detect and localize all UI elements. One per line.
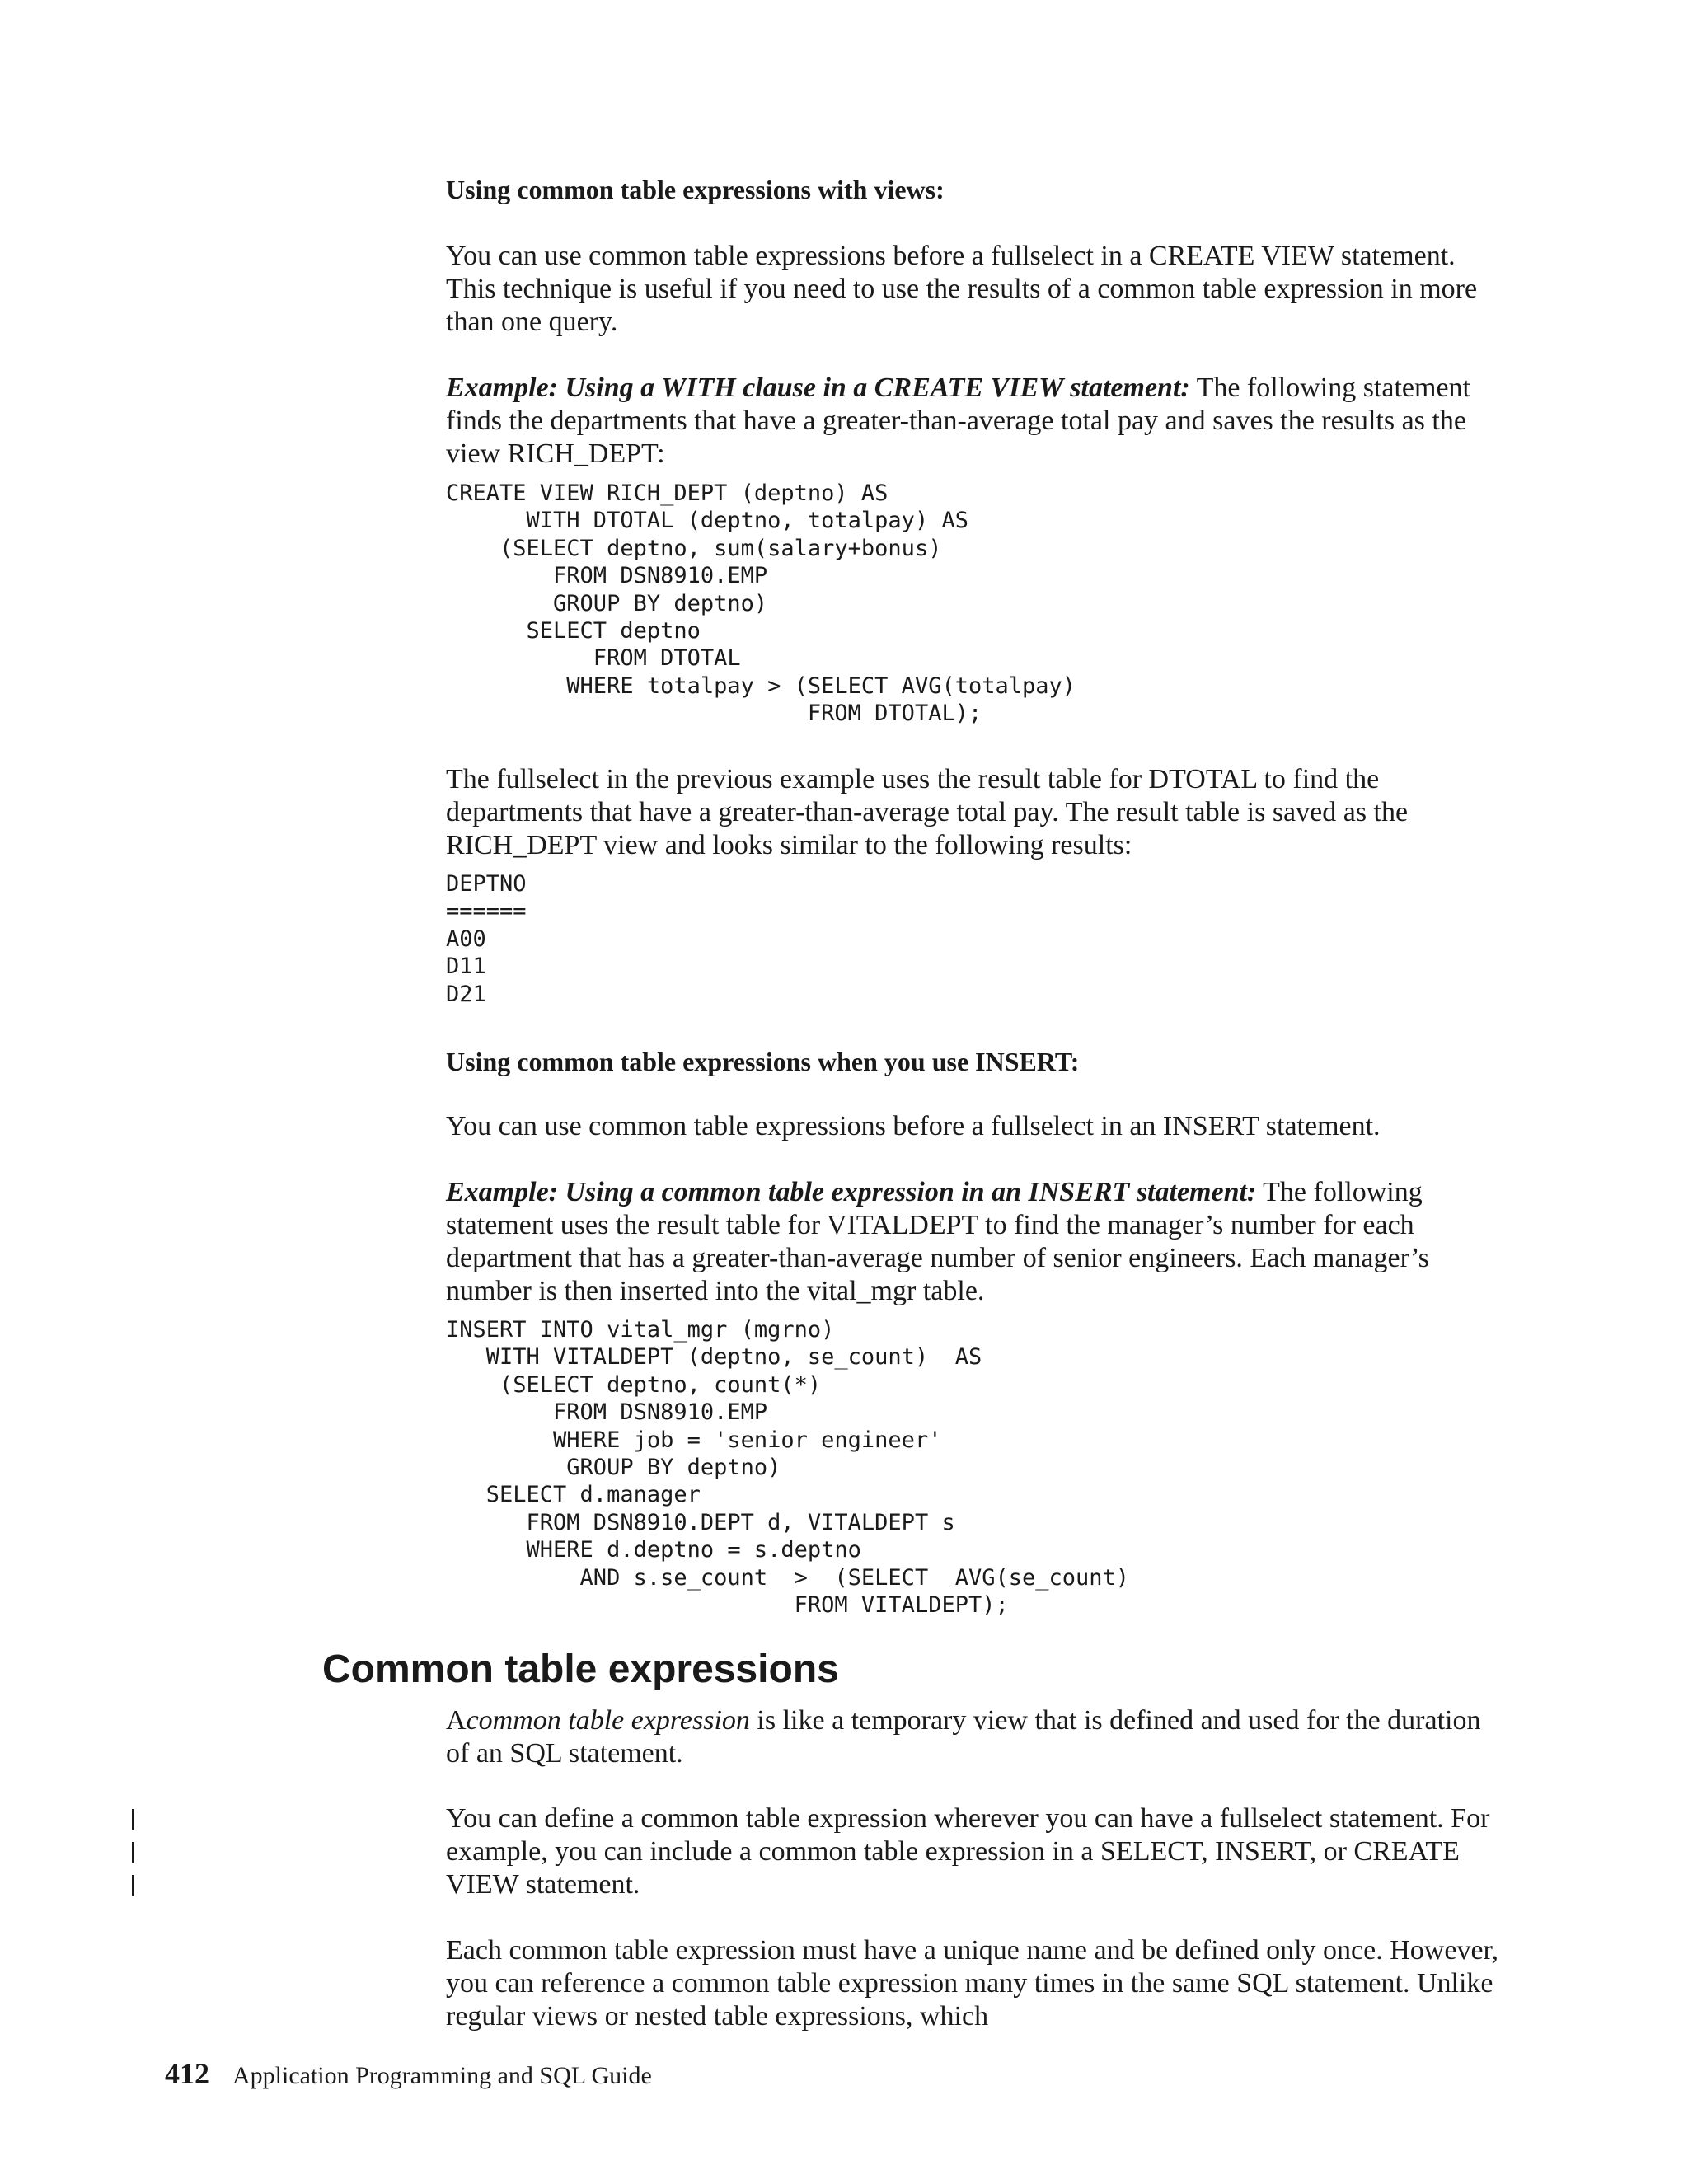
section-title-cte: Common table expressions [322,1647,839,1691]
definition-text: is like a temporary view that is defined and used for the duration of an SQL statement. [446,1705,1481,1769]
example-text: The following statement uses the result table for VITALDEPT to find the manager’s number for each department that has a greater-than-average number of senior engineers. Each manager’s number is then inserted into the vital_mgr table. [446,1177,1429,1306]
change-bar [132,1875,134,1896]
example-text: The following statement finds the departments that have a greater-than-average total pay and saves the results as the view RICH_DEPT: [446,373,1470,469]
example-lead: Example: Using a common table expression in an INSERT statement: [446,1177,1257,1207]
paragraph-cte-naming: Each common table expression must have a unique name and be defined only once. However, you can reference a common table expression many times in the same SQL statement. Unlike regular views or nested table expressions, which [446,1935,1498,2032]
book-title: Application Programming and SQL Guide [232,2062,652,2089]
code-insert: INSERT INTO vital_mgr (mgrno) WITH VITALDEPT (deptno, se_count) AS (SELECT deptno, count(*) FROM DSN8910.EMP WHERE job = 'senior engineer' GROUP BY deptno) SELECT d.manager FROM DSN8910.DEPT d, VITALDEPT s WHERE d.deptno = s.deptno AND s.se_count > (SELECT AVG(se_count) FROM VITALDEPT); [446,1317,1130,1619]
paragraph-views-example [446,372,1509,471]
page-number: 412 [165,2057,209,2090]
code-create-view: CREATE VIEW RICH_DEPT (deptno) AS WITH DTOTAL (deptno, totalpay) AS (SELECT deptno, sum(salary+bonus) FROM DSN8910.EMP GROUP BY deptno) SELECT deptno FROM DTOTAL WHERE totalpay > (SELECT AVG(totalpay) FROM DTOTAL); [446,480,1076,727]
page-footer [165,2057,652,2093]
section-heading-views: Using common table expressions with views: [446,175,945,204]
example-lead: Example: Using a WITH clause in a CREATE VIEW statement: [446,373,1190,403]
paragraph-insert-intro: You can use common table expressions before a fullselect in an INSERT statement. [446,1111,1381,1141]
paragraph-cte-definition [446,1704,1509,1770]
paragraph-cte-usage: You can define a common table expression wherever you can have a fullselect statement. For example, you can include a common table expression in a SELECT, INSERT, or CREATE VIEW statement. [446,1803,1490,1900]
paragraph-views-after: The fullselect in the previous example uses the result table for DTOTAL to find the departments that have a greater-than-average total pay. The result table is saved as the RICH_DEPT view and looks similar to the following results: [446,764,1409,860]
paragraph-views-intro: You can use common table expressions before a fullselect in a CREATE VIEW statement. This technique is useful if you need to use the results of a common table expression in more than one query. [446,241,1478,337]
change-bar [132,1842,134,1863]
result-table-deptno: DEPTNO ====== A00 D11 D21 [446,871,527,1007]
change-bar [132,1809,134,1830]
paragraph-insert-example [446,1176,1509,1308]
section-heading-insert: Using common table expressions when you use INSERT: [446,1047,1080,1076]
definition-term: common table expression [466,1705,750,1736]
definition-article: A [446,1705,467,1736]
